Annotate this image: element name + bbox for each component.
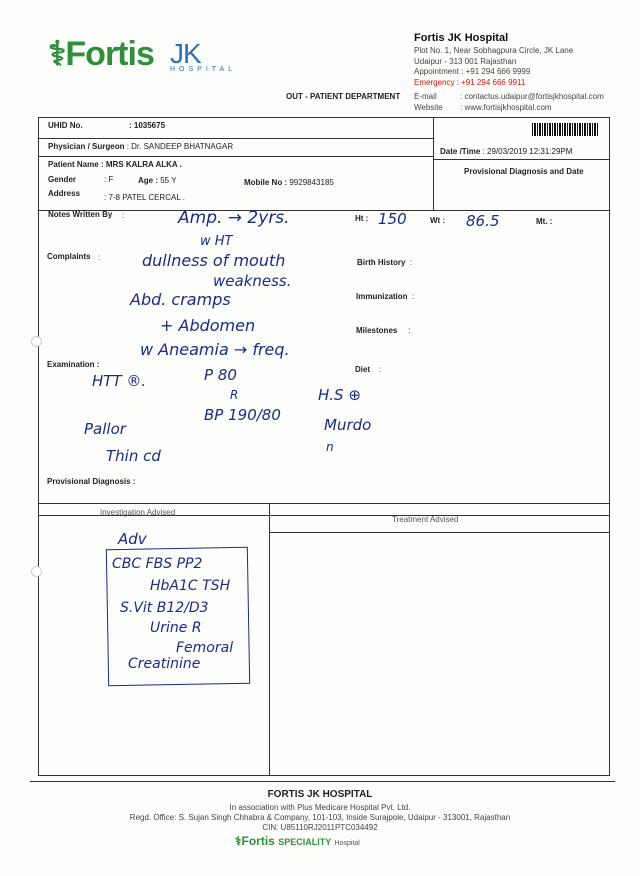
- address-value: : 7-8 PATEL CERCAL .: [104, 193, 185, 202]
- divider: [39, 138, 433, 139]
- footer-cin: CIN: U85110RJ2011PTC034492: [262, 823, 378, 832]
- gender-value: : F: [104, 175, 114, 184]
- handwritten-height: 150: [378, 210, 407, 228]
- investigation-advised-label: Investigation Advised: [100, 508, 176, 517]
- handwritten-investigation: Adv: [118, 530, 147, 548]
- treatment-advised-label: Treatment Advised: [392, 515, 459, 524]
- divider: [433, 159, 609, 160]
- punch-hole-icon: [31, 336, 42, 347]
- hospital-name: Fortis JK Hospital: [414, 32, 509, 44]
- patient-name-value: MRS KALRA ALKA .: [105, 160, 182, 169]
- handwritten-investigation: CBC FBS PP2: [112, 556, 203, 572]
- provisional-diagnosis-date-label: Provisional Diagnosis and Date: [464, 167, 584, 176]
- notes-colon: :: [122, 211, 125, 220]
- handwritten-complaint: w HT: [200, 234, 233, 249]
- divider: [269, 532, 609, 533]
- handwritten-weight: 86.5: [466, 212, 500, 230]
- divider: [39, 503, 609, 504]
- jk-logo-subtext: HOSPITAL: [170, 66, 237, 73]
- gender-label: Gender: [48, 175, 77, 184]
- address-line-1: Plot No. 1, Near Sobhagpura Circle, JK Lane: [414, 46, 574, 55]
- footer-logo-speciality: SPECIALITY: [278, 837, 332, 847]
- handwritten-exam: n: [326, 440, 334, 454]
- milestones-label: Milestones: [356, 326, 398, 335]
- footer-regd-office: Regd. Office: S. Sujan Singh Chhabra & Company, 101-103, Inside Surajpole, Udaipur - 313001, Rajasthan: [129, 813, 511, 822]
- examination-label: Examination :: [47, 360, 100, 369]
- uhid-value: : 1035675: [129, 121, 166, 130]
- handwritten-exam: HTT ®.: [92, 372, 147, 390]
- age-label: Age :: [138, 176, 158, 185]
- handwritten-complaint: + Abdomen: [160, 316, 256, 335]
- handwritten-exam: BP 190/80: [204, 406, 281, 424]
- height-label: Ht :: [355, 214, 369, 223]
- address-label: Address: [48, 189, 81, 198]
- emergency-phone: Emergency : +91 294 666 9911: [414, 77, 526, 87]
- jk-logo-text: JK: [170, 38, 201, 69]
- website-label: Website: [414, 103, 443, 112]
- immunization-label: Immunization: [356, 292, 408, 301]
- divider: [269, 503, 270, 775]
- handwritten-investigation: Urine R: [150, 620, 202, 636]
- department-title: OUT - PATIENT DEPARTMENT: [286, 92, 401, 101]
- complaints-label: Complaints: [47, 252, 91, 261]
- email-label: E-mail: [414, 92, 437, 101]
- age-value: 55 Y: [160, 176, 177, 185]
- fortis-logo: [48, 34, 154, 74]
- jk-hospital-logo: [170, 38, 245, 73]
- footer-logo-text: Fortis: [241, 834, 275, 848]
- handwritten-investigation: Femoral: [176, 640, 234, 656]
- footer-association: In association with Plus Medicare Hospital Pvt. Ltd.: [229, 803, 411, 812]
- hospital-address: [414, 46, 573, 88]
- punch-hole-icon: [31, 566, 42, 577]
- uhid-label: UHID No.: [48, 121, 83, 130]
- footer-logo-hospital: Hospital: [334, 840, 360, 847]
- barcode-icon: [532, 123, 598, 136]
- birth-history-label: Birth History: [357, 258, 406, 267]
- physician-label: Physician / Surgeon: [48, 142, 125, 151]
- handwritten-complaint: weakness.: [213, 272, 292, 290]
- fortis-mark-icon: ⚕: [235, 834, 242, 848]
- handwritten-complaint: Abd. cramps: [130, 290, 231, 309]
- fortis-logo-text: Fortis: [65, 35, 154, 73]
- handwritten-exam: Pallor: [84, 420, 126, 438]
- website-value: : www.fortisjkhospital.com: [460, 103, 552, 112]
- divider: [39, 156, 433, 157]
- handwritten-complaint: dullness of mouth: [142, 251, 286, 270]
- date-label: Date /Time: [440, 147, 481, 156]
- fortis-mark-icon: ⚕: [48, 35, 66, 73]
- handwritten-investigation: Creatinine: [128, 656, 201, 672]
- mobile-value: 9929843185: [289, 178, 334, 187]
- handwritten-investigation: HbA1C TSH: [150, 578, 231, 594]
- handwritten-exam: R: [230, 388, 239, 402]
- appointment-phone: Appointment : +91 294 666 9999: [414, 67, 531, 76]
- footer-details: [0, 803, 640, 833]
- date-value: : 29/03/2019 12:31:29PM: [482, 147, 573, 156]
- footer-title: FORTIS JK HOSPITAL: [267, 789, 373, 800]
- handwritten-exam: H.S ⊕: [318, 386, 361, 404]
- hospital-contact: [414, 91, 604, 113]
- handwritten-complaint: w Aneamia → freq.: [140, 340, 290, 359]
- notes-written-by-label: Notes Written By: [48, 210, 113, 219]
- provisional-diagnosis-label: Provisional Diagnosis :: [47, 477, 136, 486]
- handwritten-exam: P 80: [204, 366, 237, 384]
- handwritten-notes-by: Amp. → 2yrs.: [178, 208, 290, 228]
- email-value: : contactus.udaipur@fortisjkhospital.com: [460, 92, 604, 101]
- footer-logo: [235, 834, 360, 848]
- handwritten-exam: Murdo: [324, 416, 372, 434]
- physician-value: : Dr. SANDEEP BHATNAGAR: [126, 142, 234, 151]
- address-line-2: Udaipur - 313 001 Rajasthan: [414, 56, 517, 66]
- weight-label: Wt :: [430, 216, 446, 225]
- mt-label: Mt. :: [536, 217, 553, 226]
- patient-name-label: Patient Name :: [48, 160, 104, 169]
- mobile-label: Mobile No :: [244, 178, 288, 187]
- divider: [39, 210, 609, 211]
- divider: [433, 118, 434, 210]
- footer-divider: [30, 781, 615, 782]
- handwritten-exam: Thin cd: [106, 447, 161, 465]
- diet-label: Diet: [355, 365, 371, 374]
- handwritten-investigation: S.Vit B12/D3: [120, 600, 209, 616]
